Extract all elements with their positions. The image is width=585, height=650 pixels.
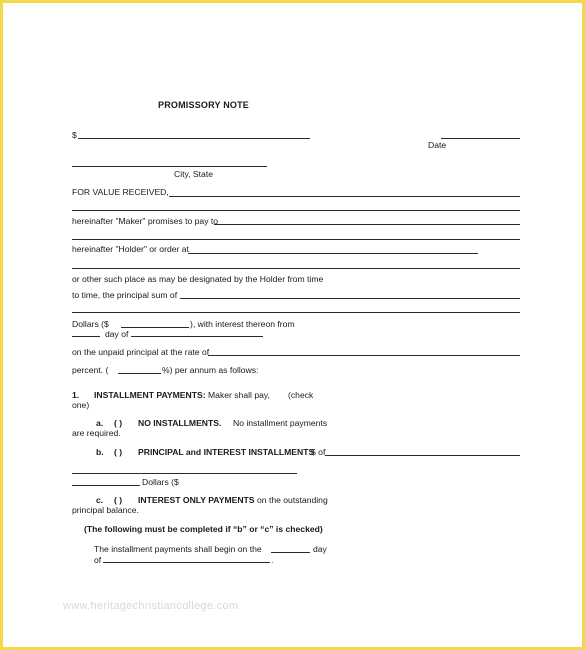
item-a-checkbox[interactable]: ( ) [114, 418, 123, 428]
item-1-text: Maker shall pay, [208, 390, 270, 400]
item-a-heading: NO INSTALLMENTS. [138, 418, 222, 428]
interest-text: ), with interest thereon from [190, 319, 295, 329]
amount-field[interactable] [78, 138, 310, 139]
principal-text: to time, the principal sum of [72, 290, 178, 300]
day-field[interactable] [72, 336, 100, 337]
item-1-check-cont: one) [72, 400, 90, 410]
percent-text: percent. ( [72, 365, 109, 375]
item-a-cont: are required. [72, 428, 121, 438]
installment-words-field[interactable] [72, 473, 297, 474]
dollar-sign: $ [72, 130, 77, 140]
for-value-text: FOR VALUE RECEIVED, [72, 187, 169, 197]
unpaid-text: on the unpaid principal at the rate of [72, 347, 210, 357]
dollars-text: Dollars ($ [72, 319, 109, 329]
item-b-letter: b. [96, 447, 104, 457]
begin-of-text: of [94, 555, 102, 565]
item-b-of-text: $ of [311, 447, 326, 457]
installment-amount-field[interactable] [325, 455, 520, 456]
city-state-field[interactable] [72, 166, 267, 167]
item-1-check: (check [288, 390, 314, 400]
designated-text: or other such place as may be designated by the Holder from time [72, 274, 324, 284]
item-a-letter: a. [96, 418, 104, 428]
item-b-heading: PRINCIPAL and INTEREST INSTALLMENTS [138, 447, 315, 457]
item-c-text: on the outstanding [257, 495, 328, 505]
begin-text: The installment payments shall begin on the [94, 544, 262, 554]
payee-field[interactable] [214, 224, 520, 225]
begin-day-field[interactable] [271, 552, 310, 553]
item-1-heading: INSTALLMENT PAYMENTS: [94, 390, 206, 400]
principal-sum-field[interactable] [180, 298, 520, 299]
day-of-text: day of [105, 329, 129, 339]
principal-sum-field-2[interactable] [72, 312, 520, 313]
item-1-number: 1. [72, 390, 80, 400]
dollars-amount-field[interactable] [121, 327, 189, 328]
begin-day-text: day [313, 544, 327, 554]
begin-month-field[interactable] [103, 562, 270, 563]
percent-field[interactable] [118, 373, 161, 374]
date-field[interactable] [441, 138, 520, 139]
item-c-checkbox[interactable]: ( ) [114, 495, 123, 505]
per-annum-text: %) per annum as follows: [162, 365, 259, 375]
item-b-checkbox[interactable]: ( ) [114, 447, 123, 457]
maker-text: hereinafter "Maker" promises to pay to [72, 216, 219, 226]
holder-text: hereinafter "Holder" or order at [72, 244, 189, 254]
begin-period: . [271, 555, 274, 565]
document-page [3, 3, 582, 647]
for-value-field-2[interactable] [72, 210, 520, 211]
completion-note: (The following must be completed if “b” or “c” is checked) [84, 524, 323, 534]
item-c-cont: principal balance. [72, 505, 139, 515]
page-title: PROMISSORY NOTE [158, 100, 250, 110]
date-label: Date [428, 140, 447, 150]
watermark: www.heritagechristiancollege.com [63, 600, 239, 612]
item-a-text: No installment payments [233, 418, 328, 428]
for-value-field[interactable] [169, 196, 520, 197]
city-state-label: City, State [174, 169, 214, 179]
item-c-heading: INTEREST ONLY PAYMENTS [138, 495, 255, 505]
month-year-field[interactable] [131, 336, 263, 337]
rate-field[interactable] [208, 355, 520, 356]
holder-address-field[interactable] [188, 253, 478, 254]
item-b-dollars-text: Dollars ($ [142, 477, 179, 487]
item-c-letter: c. [96, 495, 104, 505]
payee-field-2[interactable] [72, 239, 520, 240]
holder-address-field-2[interactable] [72, 268, 520, 269]
installment-dollars-field[interactable] [72, 485, 140, 486]
